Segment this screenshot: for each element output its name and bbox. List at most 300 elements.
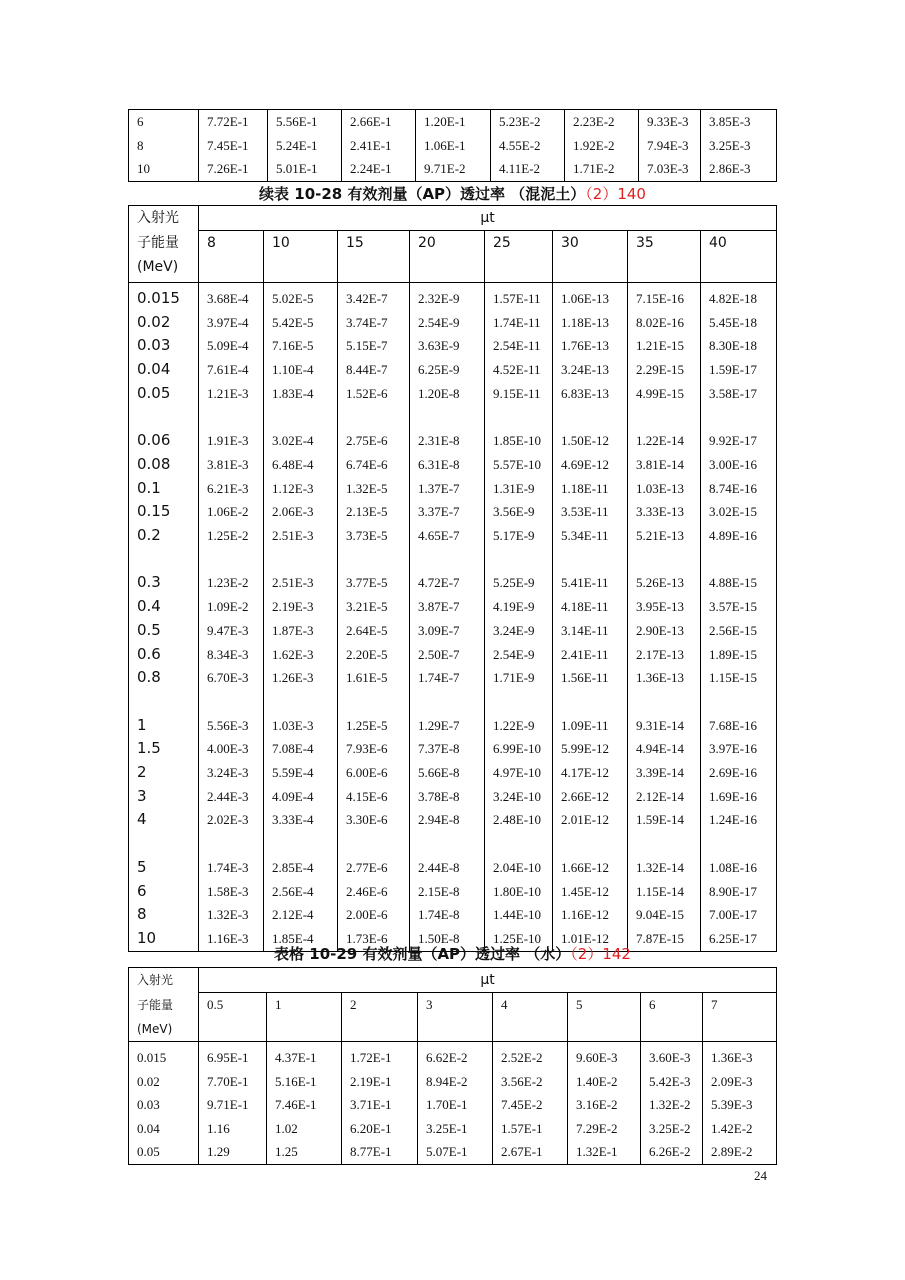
value-cell: 2.01E-12 [553, 808, 628, 832]
value-cell: 1.72E-1 [342, 1042, 418, 1070]
value-cell: 1.25E-5 [338, 714, 410, 738]
value-cell: 3.73E-5 [338, 524, 410, 548]
value-cell: 3.97E-4 [199, 311, 264, 335]
value-cell: 2.12E-4 [264, 903, 338, 927]
value-cell: 1.03E-13 [628, 477, 701, 501]
column-header: 0.5 [199, 993, 267, 1018]
value-cell: 2.66E-1 [342, 110, 416, 134]
value-cell: 1.58E-3 [199, 880, 264, 904]
value-cell: 6.99E-10 [485, 737, 553, 761]
value-cell: 2.75E-6 [338, 429, 410, 453]
value-cell: 3.74E-7 [338, 311, 410, 335]
value-cell: 1.44E-10 [485, 903, 553, 927]
spacer-cell [199, 832, 264, 856]
value-cell: 3.33E-13 [628, 500, 701, 524]
energy-cell: 4 [129, 808, 199, 832]
value-cell: 8.34E-3 [199, 643, 264, 667]
value-cell: 1.10E-4 [264, 358, 338, 382]
energy-cell: 0.015 [129, 283, 199, 311]
table-row [129, 595, 777, 619]
value-cell: 7.15E-16 [628, 283, 701, 311]
energy-header-line2-3 [129, 231, 199, 283]
value-cell: 7.45E-1 [199, 134, 268, 158]
spacer-cell [485, 548, 553, 572]
value-cell: 3.30E-6 [338, 808, 410, 832]
value-cell: 1.76E-13 [553, 334, 628, 358]
value-cell: 2.89E-2 [703, 1140, 777, 1164]
value-cell: 9.92E-17 [701, 429, 777, 453]
value-cell: 3.24E-13 [553, 358, 628, 382]
table-row [129, 1042, 777, 1070]
value-cell: 4.88E-15 [701, 571, 777, 595]
value-cell: 2.67E-1 [493, 1140, 568, 1164]
value-cell: 9.15E-11 [485, 382, 553, 406]
value-cell: 1.85E-4 [264, 927, 338, 951]
value-cell: 1.09E-11 [553, 714, 628, 738]
value-cell: 6.48E-4 [264, 453, 338, 477]
value-cell: 5.66E-8 [410, 761, 485, 785]
spacer-cell [264, 690, 338, 714]
value-cell: 7.08E-4 [264, 737, 338, 761]
table-row [129, 880, 777, 904]
table-row [129, 500, 777, 524]
value-cell: 2.44E-3 [199, 785, 264, 809]
column-header-blank [641, 1017, 703, 1042]
spacer-cell [553, 406, 628, 430]
value-cell: 6.62E-2 [418, 1042, 493, 1070]
value-cell: 1.74E-8 [410, 903, 485, 927]
value-cell: 3.24E-3 [199, 761, 264, 785]
energy-header-line1: 入射光 [129, 968, 199, 993]
spacer-cell [264, 832, 338, 856]
value-cell: 7.00E-17 [701, 903, 777, 927]
spacer-cell [485, 406, 553, 430]
spacer-cell [628, 832, 701, 856]
value-cell: 2.41E-11 [553, 643, 628, 667]
mu-t-header: μt [199, 968, 777, 993]
value-cell: 3.00E-16 [701, 453, 777, 477]
column-header: 5 [568, 993, 641, 1018]
energy-header-unit: (MeV) [129, 1017, 199, 1042]
energy-cell: 0.3 [129, 571, 199, 595]
value-cell: 3.56E-9 [485, 500, 553, 524]
value-cell: 6.20E-1 [342, 1117, 418, 1141]
value-cell: 2.85E-4 [264, 856, 338, 880]
energy-header-line1: 入射光 [129, 206, 199, 231]
value-cell: 2.13E-5 [338, 500, 410, 524]
column-header: 20 [410, 231, 485, 283]
value-cell: 3.78E-8 [410, 785, 485, 809]
value-cell: 3.58E-17 [701, 382, 777, 406]
value-cell: 4.55E-2 [491, 134, 565, 158]
value-cell: 9.31E-14 [628, 714, 701, 738]
value-cell: 1.36E-13 [628, 666, 701, 690]
spacer-cell [553, 548, 628, 572]
value-cell: 3.16E-2 [568, 1093, 641, 1117]
value-cell: 1.26E-3 [264, 666, 338, 690]
value-cell: 1.31E-9 [485, 477, 553, 501]
table-row [129, 382, 777, 406]
value-cell: 4.89E-16 [701, 524, 777, 548]
table-row [129, 110, 777, 134]
value-cell: 1.57E-1 [493, 1117, 568, 1141]
value-cell: 2.04E-10 [485, 856, 553, 880]
column-header: 30 [553, 231, 628, 283]
value-cell: 1.89E-15 [701, 643, 777, 667]
value-cell: 4.00E-3 [199, 737, 264, 761]
value-cell: 3.53E-11 [553, 500, 628, 524]
energy-cell: 0.06 [129, 429, 199, 453]
table-row [129, 1117, 777, 1141]
value-cell: 1.74E-3 [199, 856, 264, 880]
value-cell: 2.23E-2 [565, 110, 639, 134]
value-cell: 2.56E-4 [264, 880, 338, 904]
value-cell: 8.44E-7 [338, 358, 410, 382]
value-cell: 1.69E-16 [701, 785, 777, 809]
table-row [129, 643, 777, 667]
energy-cell: 0.04 [129, 1117, 199, 1141]
value-cell: 1.45E-12 [553, 880, 628, 904]
spacer-cell [129, 406, 199, 430]
value-cell: 5.09E-4 [199, 334, 264, 358]
value-cell: 8.94E-2 [418, 1070, 493, 1094]
value-cell: 6.26E-2 [641, 1140, 703, 1164]
value-cell: 7.26E-1 [199, 157, 268, 181]
value-cell: 1.06E-13 [553, 283, 628, 311]
value-cell: 7.72E-1 [199, 110, 268, 134]
value-cell: 1.09E-2 [199, 595, 264, 619]
value-cell: 2.20E-5 [338, 643, 410, 667]
value-cell: 4.11E-2 [491, 157, 565, 181]
spacer-cell [129, 690, 199, 714]
value-cell: 1.08E-16 [701, 856, 777, 880]
table-row [129, 619, 777, 643]
table-row [129, 311, 777, 335]
value-cell: 5.24E-1 [268, 134, 342, 158]
value-cell: 7.68E-16 [701, 714, 777, 738]
energy-cell: 0.02 [129, 1070, 199, 1094]
value-cell: 1.70E-1 [418, 1093, 493, 1117]
value-cell: 4.82E-18 [701, 283, 777, 311]
table-row [129, 477, 777, 501]
value-cell: 9.60E-3 [568, 1042, 641, 1070]
value-cell: 2.64E-5 [338, 619, 410, 643]
value-cell: 1.83E-4 [264, 382, 338, 406]
value-cell: 1.71E-9 [485, 666, 553, 690]
energy-cell: 0.5 [129, 619, 199, 643]
value-cell: 6.74E-6 [338, 453, 410, 477]
value-cell: 2.06E-3 [264, 500, 338, 524]
value-cell: 2.15E-8 [410, 880, 485, 904]
value-cell: 1.59E-17 [701, 358, 777, 382]
value-cell: 5.23E-2 [491, 110, 565, 134]
table-row [129, 358, 777, 382]
value-cell: 1.32E-1 [568, 1140, 641, 1164]
value-cell: 3.95E-13 [628, 595, 701, 619]
value-cell: 7.29E-2 [568, 1117, 641, 1141]
value-cell: 1.32E-14 [628, 856, 701, 880]
energy-cell: 6 [129, 110, 199, 134]
table-row [129, 903, 777, 927]
energy-cell: 0.03 [129, 1093, 199, 1117]
value-cell: 5.01E-1 [268, 157, 342, 181]
value-cell: 1.32E-2 [641, 1093, 703, 1117]
value-cell: 1.91E-3 [199, 429, 264, 453]
column-header: 10 [264, 231, 338, 283]
energy-cell: 0.04 [129, 358, 199, 382]
group-spacer [129, 690, 777, 714]
value-cell: 5.07E-1 [418, 1140, 493, 1164]
value-cell: 5.02E-5 [264, 283, 338, 311]
column-header: 3 [418, 993, 493, 1018]
energy-cell: 0.02 [129, 311, 199, 335]
value-cell: 1.36E-3 [703, 1042, 777, 1070]
value-cell: 3.81E-14 [628, 453, 701, 477]
value-cell: 1.29 [199, 1140, 267, 1164]
caption-reference: （2）140 [585, 185, 646, 203]
value-cell: 1.57E-11 [485, 283, 553, 311]
value-cell: 7.61E-4 [199, 358, 264, 382]
spacer-cell [410, 832, 485, 856]
table-row [129, 737, 777, 761]
value-cell: 4.94E-14 [628, 737, 701, 761]
value-cell: 3.25E-3 [701, 134, 777, 158]
value-cell: 3.77E-5 [338, 571, 410, 595]
table-row [129, 334, 777, 358]
energy-cell: 10 [129, 927, 199, 951]
value-cell: 4.72E-7 [410, 571, 485, 595]
value-cell: 1.32E-5 [338, 477, 410, 501]
table-row [129, 429, 777, 453]
spacer-cell [701, 548, 777, 572]
value-cell: 4.69E-12 [553, 453, 628, 477]
value-cell: 1.74E-7 [410, 666, 485, 690]
value-cell: 9.71E-1 [199, 1093, 267, 1117]
value-cell: 1.21E-3 [199, 382, 264, 406]
value-cell: 1.59E-14 [628, 808, 701, 832]
column-header: 40 [701, 231, 777, 283]
value-cell: 8.77E-1 [342, 1140, 418, 1164]
value-cell: 3.81E-3 [199, 453, 264, 477]
value-cell: 1.18E-11 [553, 477, 628, 501]
column-header-blank [703, 1017, 777, 1042]
value-cell: 2.69E-16 [701, 761, 777, 785]
energy-cell: 0.1 [129, 477, 199, 501]
value-cell: 9.33E-3 [639, 110, 701, 134]
table-caption-concrete [0, 183, 905, 205]
value-cell: 3.02E-4 [264, 429, 338, 453]
value-cell: 7.87E-15 [628, 927, 701, 951]
energy-cell: 0.05 [129, 382, 199, 406]
value-cell: 3.24E-10 [485, 785, 553, 809]
value-cell: 7.94E-3 [639, 134, 701, 158]
column-header: 8 [199, 231, 264, 283]
spacer-cell [338, 832, 410, 856]
table-row [129, 524, 777, 548]
value-cell: 1.74E-11 [485, 311, 553, 335]
value-cell: 1.12E-3 [264, 477, 338, 501]
spacer-cell [410, 690, 485, 714]
spacer-cell [628, 406, 701, 430]
table-row [129, 714, 777, 738]
value-cell: 2.52E-2 [493, 1042, 568, 1070]
spacer-cell [701, 690, 777, 714]
caption-text: 续表 10-28 有效剂量（AP）透过率 （混泥土） [259, 185, 586, 203]
spacer-cell [485, 832, 553, 856]
column-header-blank [418, 1017, 493, 1042]
column-header: 1 [267, 993, 342, 1018]
value-cell: 3.63E-9 [410, 334, 485, 358]
value-cell: 5.41E-11 [553, 571, 628, 595]
value-cell: 3.24E-9 [485, 619, 553, 643]
value-cell: 5.42E-5 [264, 311, 338, 335]
table-row [129, 1140, 777, 1164]
value-cell: 1.50E-12 [553, 429, 628, 453]
value-cell: 6.70E-3 [199, 666, 264, 690]
column-header-blank [342, 1017, 418, 1042]
page-number: 24 [754, 1168, 767, 1183]
value-cell: 2.31E-8 [410, 429, 485, 453]
spacer-cell [199, 406, 264, 430]
value-cell: 3.56E-2 [493, 1070, 568, 1094]
value-cell: 1.22E-14 [628, 429, 701, 453]
value-cell: 3.60E-3 [641, 1042, 703, 1070]
value-cell: 2.19E-1 [342, 1070, 418, 1094]
table-row [129, 808, 777, 832]
energy-cell: 3 [129, 785, 199, 809]
mu-t-header: μt [199, 206, 777, 231]
value-cell: 5.45E-18 [701, 311, 777, 335]
energy-cell: 2 [129, 761, 199, 785]
energy-cell: 0.15 [129, 500, 199, 524]
value-cell: 4.99E-15 [628, 382, 701, 406]
energy-header-line2: 子能量 [129, 993, 199, 1018]
value-cell: 1.32E-3 [199, 903, 264, 927]
spacer-cell [338, 690, 410, 714]
value-cell: 3.09E-7 [410, 619, 485, 643]
value-cell: 1.73E-6 [338, 927, 410, 951]
value-cell: 1.18E-13 [553, 311, 628, 335]
value-cell: 2.54E-9 [485, 643, 553, 667]
spacer-cell [628, 690, 701, 714]
energy-cell: 6 [129, 880, 199, 904]
value-cell: 2.41E-1 [342, 134, 416, 158]
column-header: 25 [485, 231, 553, 283]
value-cell: 5.17E-9 [485, 524, 553, 548]
value-cell: 1.37E-7 [410, 477, 485, 501]
value-cell: 3.42E-7 [338, 283, 410, 311]
value-cell: 5.59E-4 [264, 761, 338, 785]
value-cell: 5.56E-3 [199, 714, 264, 738]
spacer-cell [553, 832, 628, 856]
value-cell: 5.57E-10 [485, 453, 553, 477]
spacer-cell [129, 832, 199, 856]
value-cell: 2.00E-6 [338, 903, 410, 927]
value-cell: 1.42E-2 [703, 1117, 777, 1141]
value-cell: 5.39E-3 [703, 1093, 777, 1117]
energy-cell: 0.6 [129, 643, 199, 667]
value-cell: 2.77E-6 [338, 856, 410, 880]
value-cell: 3.68E-4 [199, 283, 264, 311]
value-cell: 2.54E-9 [410, 311, 485, 335]
value-cell: 9.04E-15 [628, 903, 701, 927]
energy-cell: 0.2 [129, 524, 199, 548]
water-transmission-table [128, 967, 777, 1165]
value-cell: 2.29E-15 [628, 358, 701, 382]
column-header: 7 [703, 993, 777, 1018]
value-cell: 6.21E-3 [199, 477, 264, 501]
value-cell: 1.20E-1 [416, 110, 491, 134]
value-cell: 5.26E-13 [628, 571, 701, 595]
value-cell: 2.19E-3 [264, 595, 338, 619]
value-cell: 8.30E-18 [701, 334, 777, 358]
value-cell: 6.83E-13 [553, 382, 628, 406]
value-cell: 2.12E-14 [628, 785, 701, 809]
value-cell: 4.97E-10 [485, 761, 553, 785]
value-cell: 2.46E-6 [338, 880, 410, 904]
value-cell: 2.66E-12 [553, 785, 628, 809]
value-cell: 1.20E-8 [410, 382, 485, 406]
value-cell: 2.50E-7 [410, 643, 485, 667]
value-cell: 1.62E-3 [264, 643, 338, 667]
value-cell: 3.14E-11 [553, 619, 628, 643]
value-cell: 2.32E-9 [410, 283, 485, 311]
table-row [129, 761, 777, 785]
energy-cell: 5 [129, 856, 199, 880]
column-header: 6 [641, 993, 703, 1018]
value-cell: 4.65E-7 [410, 524, 485, 548]
column-header: 2 [342, 993, 418, 1018]
table-caption-water [0, 943, 905, 965]
value-cell: 1.80E-10 [485, 880, 553, 904]
value-cell: 1.25 [267, 1140, 342, 1164]
table-row [129, 283, 777, 311]
value-cell: 3.87E-7 [410, 595, 485, 619]
value-cell: 5.56E-1 [268, 110, 342, 134]
table-row [129, 134, 777, 158]
value-cell: 4.17E-12 [553, 761, 628, 785]
spacer-cell [199, 690, 264, 714]
column-header: 4 [493, 993, 568, 1018]
table-row [129, 666, 777, 690]
table-row [129, 453, 777, 477]
energy-header-line2: 子能量 [137, 234, 179, 251]
value-cell: 3.71E-1 [342, 1093, 418, 1117]
value-cell: 7.93E-6 [338, 737, 410, 761]
value-cell: 3.37E-7 [410, 500, 485, 524]
value-cell: 5.16E-1 [267, 1070, 342, 1094]
table-row [129, 1093, 777, 1117]
spacer-cell [553, 690, 628, 714]
value-cell: 4.18E-11 [553, 595, 628, 619]
spacer-cell [264, 406, 338, 430]
value-cell: 1.06E-2 [199, 500, 264, 524]
value-cell: 1.25E-2 [199, 524, 264, 548]
value-cell: 8.74E-16 [701, 477, 777, 501]
value-cell: 2.48E-10 [485, 808, 553, 832]
value-cell: 1.29E-7 [410, 714, 485, 738]
energy-cell: 8 [129, 903, 199, 927]
value-cell: 3.21E-5 [338, 595, 410, 619]
value-cell: 1.24E-16 [701, 808, 777, 832]
value-cell: 9.71E-2 [416, 157, 491, 181]
value-cell: 1.50E-8 [410, 927, 485, 951]
energy-cell: 0.4 [129, 595, 199, 619]
value-cell: 2.24E-1 [342, 157, 416, 181]
value-cell: 9.47E-3 [199, 619, 264, 643]
value-cell: 7.45E-2 [493, 1093, 568, 1117]
value-cell: 1.40E-2 [568, 1070, 641, 1094]
